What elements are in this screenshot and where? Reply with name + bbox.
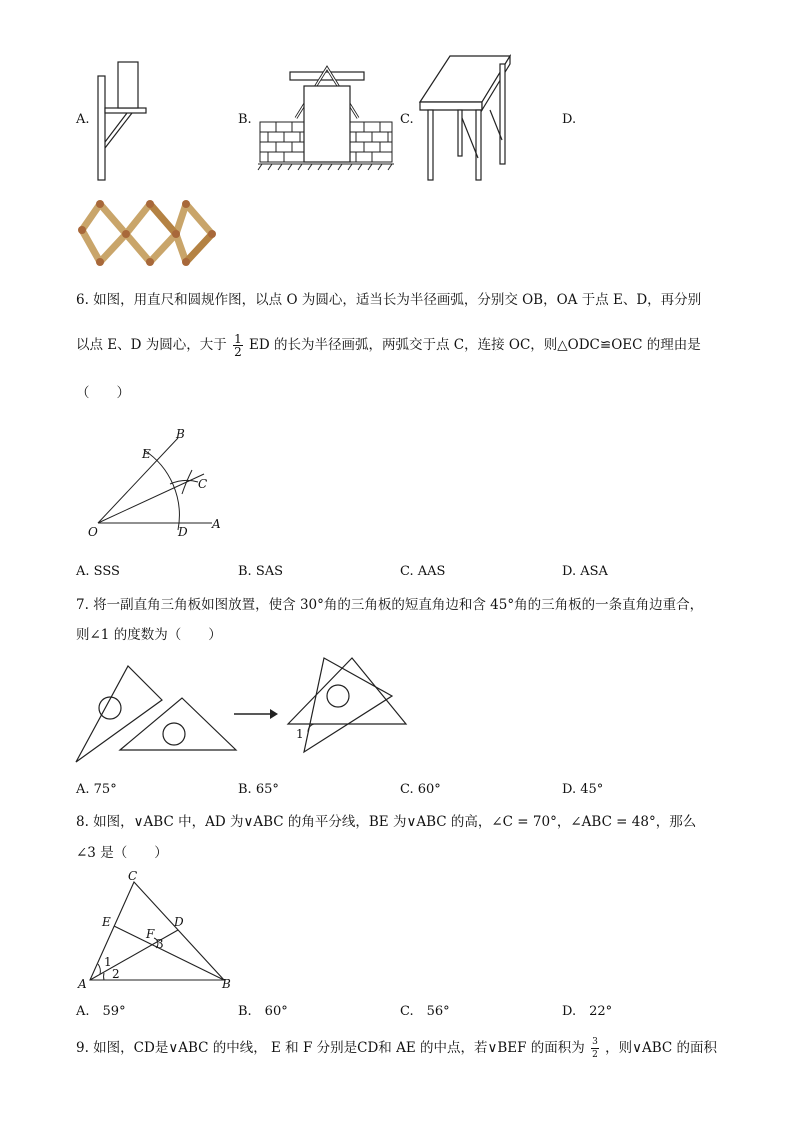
label-f: F	[146, 927, 155, 941]
q8-line2: ∠3 是（ ）	[76, 845, 168, 861]
q7-figure-before	[74, 664, 244, 764]
q6-frac-num: 1	[234, 332, 242, 346]
angle-1-label: 1	[296, 727, 304, 741]
label-c: C	[128, 869, 138, 883]
q5-figure-a	[94, 60, 154, 184]
triangle-45-placed	[288, 658, 406, 724]
q9-line1-part-a: 9. 如图，CD是∨ABC 的中线， E 和 F 分别是CD和 AE 的中点，若∨BEF 的面积为	[76, 1040, 585, 1056]
q6-option-a[interactable]: A. SSS	[76, 564, 120, 579]
q9-frac-num: 3	[592, 1037, 598, 1047]
label-b: B	[222, 977, 231, 991]
q8-option-b[interactable]: B. 60°	[238, 1004, 288, 1019]
arc-ed	[144, 450, 179, 530]
q7-option-a[interactable]: A. 75°	[76, 782, 117, 797]
q8-option-d[interactable]: D. 22°	[562, 1004, 613, 1019]
q7-line2: 则∠1 的度数为（ ）	[76, 627, 222, 643]
q9-frac-den: 2	[592, 1050, 598, 1060]
q6-option-c[interactable]: C. AAS	[400, 564, 446, 579]
ray-ob	[98, 438, 178, 523]
q6-figure	[86, 428, 226, 540]
label-o: O	[88, 525, 98, 539]
q9-fraction	[591, 1036, 599, 1061]
q5-option-c[interactable]: C.	[400, 112, 414, 127]
q5-option-a[interactable]: A.	[76, 112, 90, 127]
shelf-brace	[105, 113, 132, 148]
q8-option-c[interactable]: C. 56°	[400, 1004, 450, 1019]
shelf-board	[105, 108, 146, 113]
label-3: 3	[156, 937, 164, 951]
label-e: E	[102, 915, 111, 929]
q6-line2-part-b: ED 的长为半径画弧，两弧交于点 C，连接 OC，则△ODC≌OEC 的理由是	[249, 337, 701, 353]
label-d: D	[178, 525, 188, 539]
q5-option-d[interactable]: D.	[562, 112, 577, 127]
door-opening	[304, 86, 350, 162]
arc-from-d	[182, 470, 192, 494]
label-1: 1	[104, 955, 112, 969]
label-2: 2	[112, 967, 120, 981]
q7-option-d[interactable]: D. 45°	[562, 782, 604, 797]
label-b: B	[176, 427, 185, 441]
q6-line1: 6. 如图，用直尺和圆规作图，以点 O 为圆心，适当长为半径画弧，分别交 OB，OA 于点 E、D，再分别	[76, 292, 702, 308]
q5-figure-b	[256, 66, 396, 172]
triangle-30-placed	[304, 658, 392, 752]
q9-line1-part-b: ，则∨ABC 的面积	[605, 1040, 718, 1056]
segment-oc	[98, 474, 204, 523]
label-d: D	[174, 915, 184, 929]
segment-be	[114, 926, 224, 980]
q6-line2	[76, 333, 701, 358]
wall-post	[98, 76, 105, 180]
q5-option-b[interactable]: B.	[238, 112, 252, 127]
label-e: E	[142, 447, 151, 461]
q6-frac-den: 2	[234, 345, 242, 359]
q8-option-a[interactable]: A. 59°	[76, 1004, 126, 1019]
q8-figure	[76, 868, 236, 992]
arrow-icon	[234, 708, 278, 720]
label-a: A	[212, 517, 221, 531]
box-on-shelf	[118, 62, 138, 108]
q7-line1: 7. 将一副直角三角板如图放置，使含 30°角的三角板的短直角边和含 45°角的三角板的一条直角边重合，	[76, 597, 704, 613]
label-c: C	[198, 477, 208, 491]
q6-fraction	[233, 333, 243, 358]
q8-line1: 8. 如图，∨ABC 中，AD 为∨ABC 的角平分线，BE 为∨ABC 的高，∠C = 70°，∠ABC = 48°，那么	[76, 814, 697, 830]
ground-hatching	[258, 164, 394, 170]
q7-figure-after	[286, 656, 410, 756]
q6-option-b[interactable]: B. SAS	[238, 564, 284, 579]
brick-wall-left	[260, 122, 304, 162]
roof-cap	[290, 72, 364, 80]
q5-figure-d-coat-rack	[78, 196, 218, 272]
q6-line2-part-a: 以点 E、D 为圆心，大于	[76, 337, 227, 353]
q7-option-b[interactable]: B. 65°	[238, 782, 279, 797]
q7-option-c[interactable]: C. 60°	[400, 782, 441, 797]
q6-option-d[interactable]: D. ASA	[562, 564, 608, 579]
q9-line1	[76, 1036, 717, 1061]
q5-figure-c	[414, 54, 514, 184]
label-a: A	[78, 977, 87, 991]
table-leg	[428, 110, 433, 180]
q6-line3: （ ）	[76, 385, 130, 401]
brick-wall-right	[350, 122, 392, 162]
